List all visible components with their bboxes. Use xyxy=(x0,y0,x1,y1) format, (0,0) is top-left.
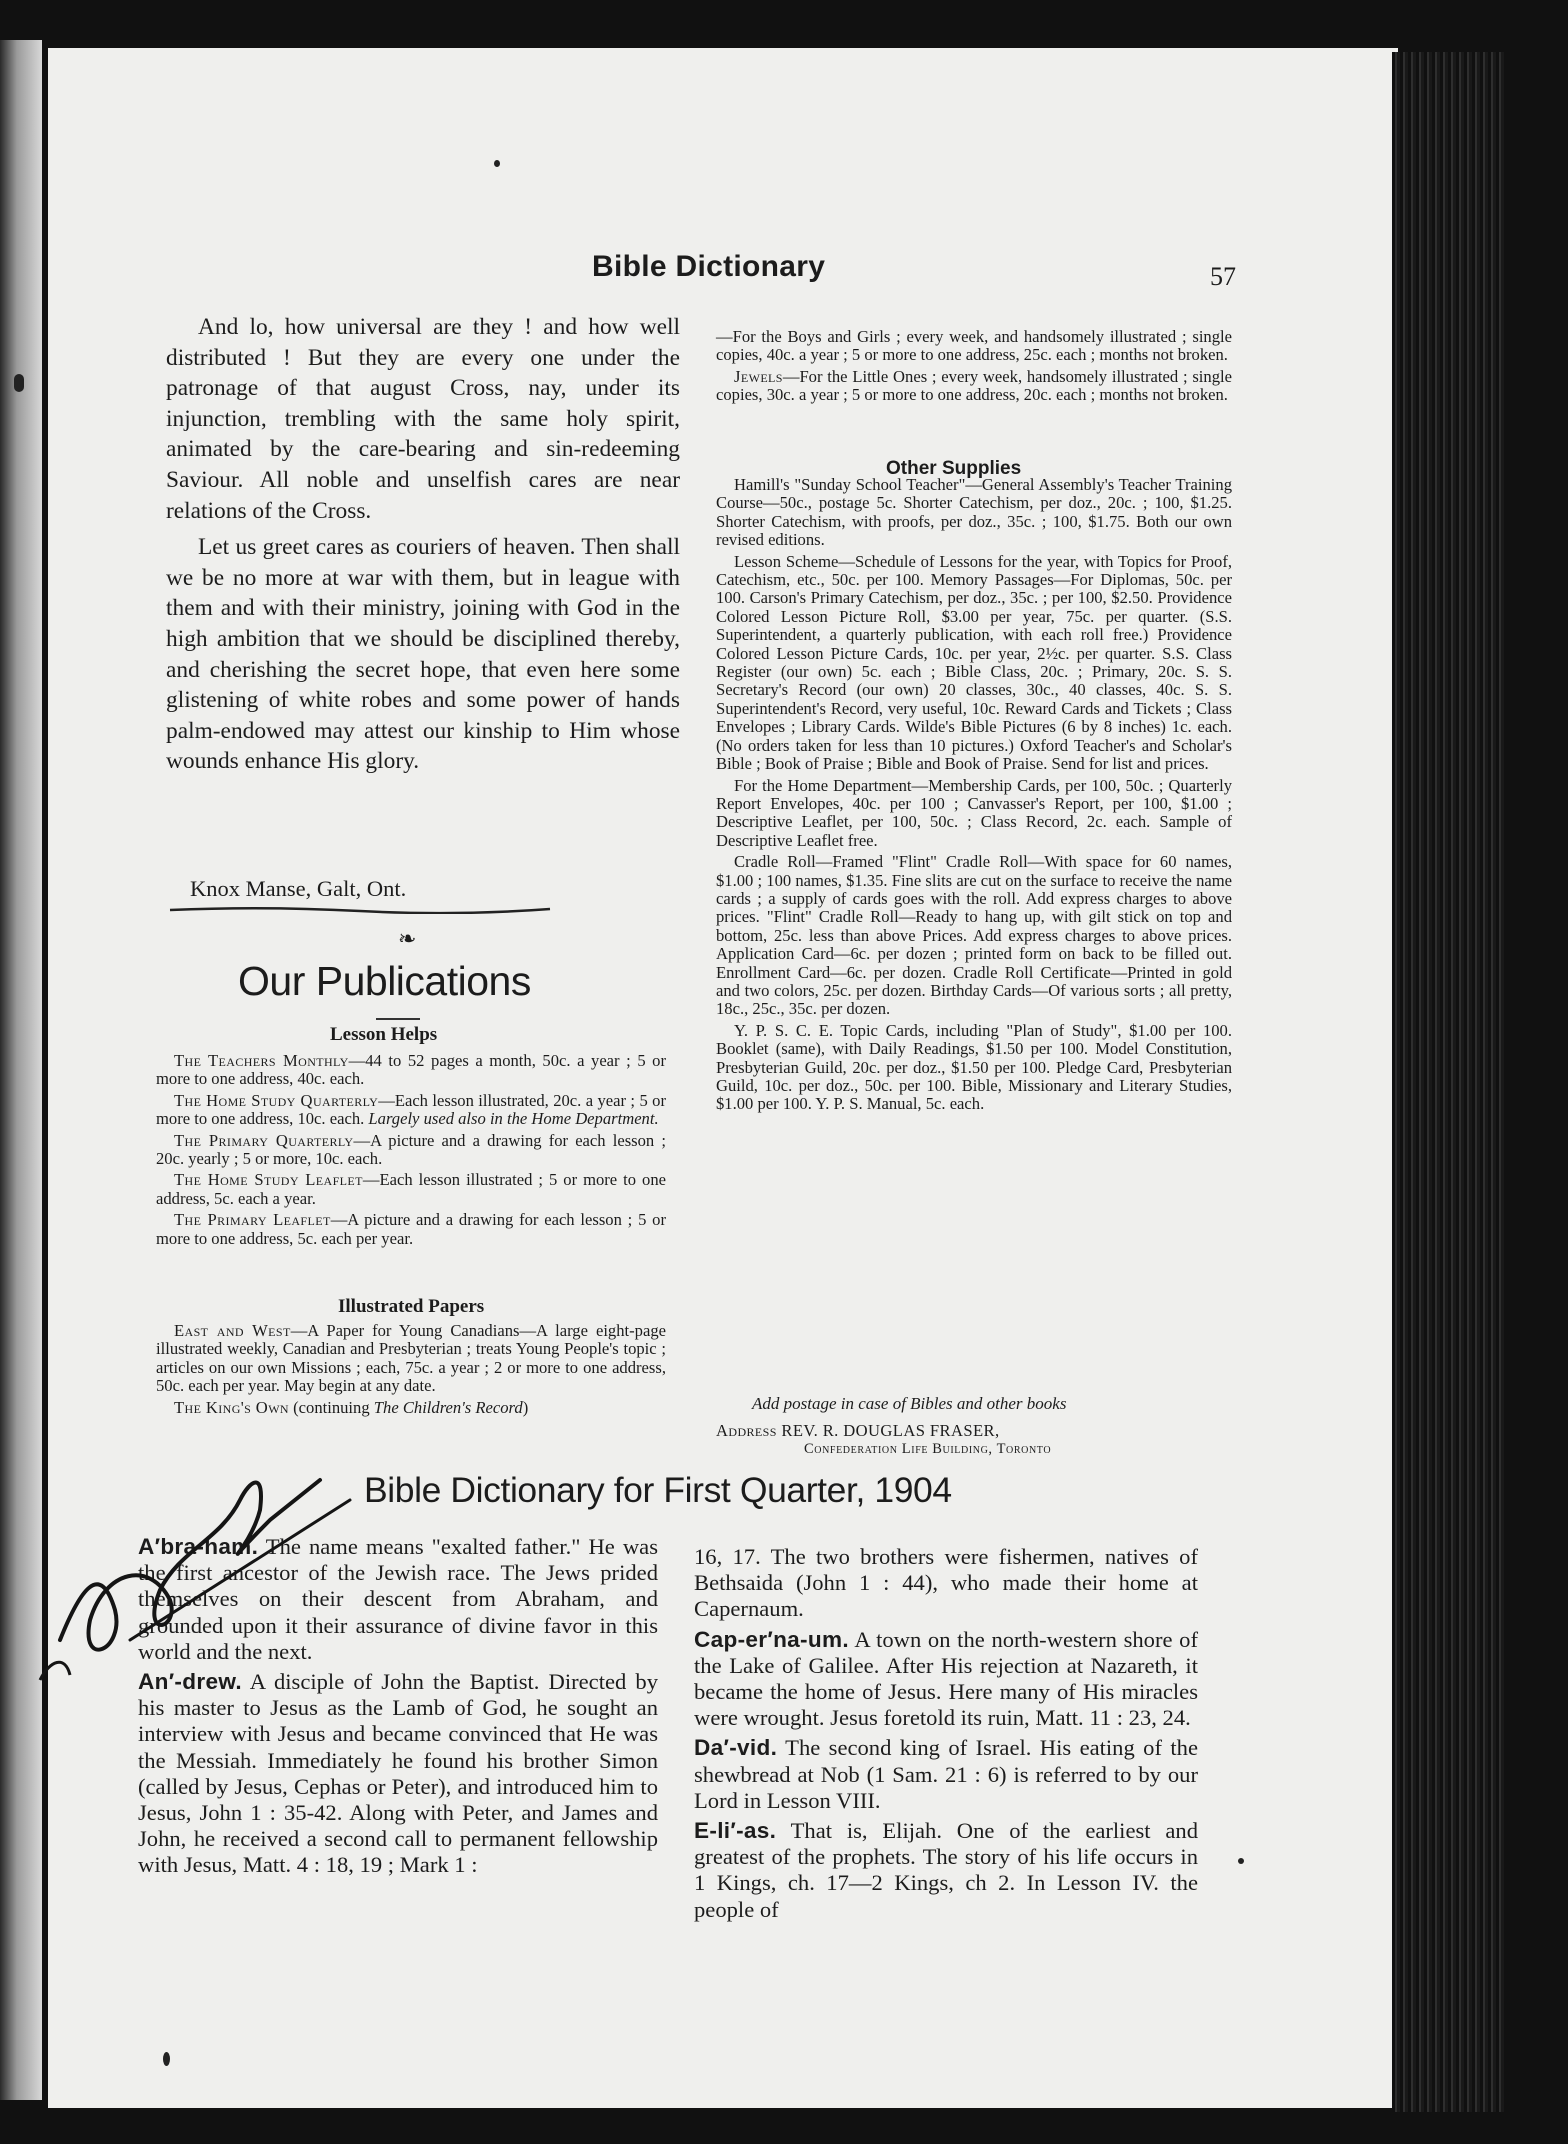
page-number: 57 xyxy=(1210,262,1236,291)
ornament-icon: ❧ xyxy=(398,926,417,951)
papers-continued xyxy=(716,328,1232,408)
heading-rule xyxy=(376,1018,420,1020)
illustrated-papers-heading: Illustrated Papers xyxy=(338,1296,485,1317)
entry-headword: A′bra-ham. xyxy=(138,1534,259,1559)
dictionary-entry: A′bra-ham. The name means "exalted father." He was the first ancestor of the Jewish race. The Jews prided themselves on their descent from Abraham, and grounded upon it their assurance of divine favor in this world and the next. xyxy=(138,1534,658,1664)
binding-hole xyxy=(14,374,24,392)
scan-speck xyxy=(1238,1858,1244,1864)
essay-paragraph: And lo, how universal are they ! and how well distributed ! But they are every one under the patronage of that august Cross, nay, under its injunction, trembling with the same holy spirit, animated by the care-bearing and sin-redeeming Saviour. All noble and unselfish cares are near relations of the Cross. xyxy=(166,314,680,524)
list-item: Jewels—For the Little Ones ; every week, handsomely illustrated ; single copies, 30c. a year ; 5 or more to one address, 20c. each ; months not broken. xyxy=(716,366,1232,405)
dictionary-title: Bible Dictionary for First Quarter, 1904 xyxy=(364,1470,952,1510)
address-line: Confederation Life Building, Toronto xyxy=(804,1441,1052,1458)
lesson-helps-list xyxy=(156,1052,666,1251)
list-item: The King's Own (continuing The Children's Record) xyxy=(174,1397,529,1417)
list-item: Lesson Scheme—Schedule of Lessons for the year, with Topics for Proof, Catechism, etc., 50c. per 100. Memory Passages—For Diplomas, 50c. per 100. Carson's Primary Catechism, per doz., 35c. ; per 100, $2.50. Providence Colored Lesson Picture Roll, $3.00 per year, 75c. per quarter. (S.S. Superintendent, a quarterly publication, with each roll free.) Providence Colored Lesson Picture Cards, 10c. per year, 2½c. per quarter. S.S. Class Register (our own) 5c. each ; Bible Class, 20c. ; Primary, 20c. S. S. Secretary's Record (our own) 20 classes, 30c., 40 classes, 40c. S. S. Superintendent's Record, very useful, 10c. Reward Cards and Tickets ; Class Envelopes ; Library Cards. Wilde's Bible Pictures (6 by 8 inches) 1c. each. (No orders taken for less than 10 pictures.) Oxford Teacher's and Scholar's Bible ; Book of Praise ; Bible and Book of Praise. Send for list and prices. xyxy=(716,551,1232,774)
publisher-address xyxy=(716,1422,1216,1459)
essay-column xyxy=(166,312,680,777)
scan-speck xyxy=(494,160,500,167)
lesson-helps-heading: Lesson Helps xyxy=(330,1024,438,1045)
list-item: Cradle Roll—Framed "Flint" Cradle Roll—With space for 60 names, $1.00 ; 100 names, $1.35. Fine slits are cut on the surface to receive the name cards ; a supply of cards goes with the roll. Add express charges to above prices. "Flint" Cradle Roll—Ready to hang up, with gilt stick on top and bottom, 25c. less than above Prices. Add express charges to above prices. Application Card—6c. per dozen ; printed form on back to be filled out. Enrollment Card—6c. per dozen. Cradle Roll Certificate—Printed in gold and two colors, 25c. per dozen. Birthday Cards—Of various sorts ; all pretty, 18c., 25c., 35c. per dozen. xyxy=(716,852,1232,1019)
list-item: The Home Study Quarterly—Each lesson illustrated, 20c. a year ; 5 or more to one address, 10c. each. Largely used also in the Home Department. xyxy=(156,1090,666,1129)
other-supplies-heading: Other Supplies xyxy=(886,458,1022,479)
entry-headword: E-li′-as. xyxy=(694,1818,777,1844)
list-item: For the Home Department—Membership Cards, per 100, 50c. ; Quarterly Report Envelopes, 40c. per 100 ; Canvasser's Report, per 100, $1.00 ; Descriptive Leaflet, per 100, 50c. ; Class Record, 2c. each. Sample of Descriptive Leaflet free. xyxy=(716,775,1232,850)
address-line: Address REV. R. DOUGLAS FRASER, xyxy=(716,1421,1000,1440)
publications-title: Our Publications xyxy=(238,958,531,1004)
facing-page-edge xyxy=(0,40,42,2100)
dictionary-entry: Cap-er′na-um. A town on the north-western shore of the Lake of Galilee. After His rejection at Nazareth, it became the home of Jesus. Here many of His miracles were wrought. Jesus foretold its ruin, Matt. 11 : 23, 24. xyxy=(694,1626,1198,1731)
dictionary-entry: E-li′-as. That is, Elijah. One of the earliest and greatest of the prophets. The story of his life occurs in 1 Kings, ch. 17—2 Kings, ch 2. In Lesson IV. the people of xyxy=(694,1818,1198,1922)
running-title: Bible Dictionary xyxy=(592,250,826,283)
list-item: The Primary Leaflet—A picture and a drawing for each lesson ; 5 or more to one address, 5c. each per year. xyxy=(156,1210,666,1248)
essay-signature: Knox Manse, Galt, Ont. xyxy=(190,876,407,901)
handwritten-scribble xyxy=(20,1440,360,1700)
book-page-edges xyxy=(1392,52,1504,2112)
signature-flourish xyxy=(168,906,552,914)
other-supplies-list xyxy=(716,476,1232,1117)
list-item: The Home Study Leaflet—Each lesson illustrated ; 5 or more to one address, 5c. each a year. xyxy=(156,1170,666,1208)
list-item: The Teachers Monthly—44 to 52 pages a month, 50c. a year ; 5 or more to one address, 40c. each. xyxy=(156,1051,666,1089)
dictionary-entry: An′-drew. A disciple of John the Baptist. Directed by his master to Jesus as the Lamb of God, he sought an interview with Jesus and became convinced that He was the Messiah. Immediately he found his brother Simon (called by Jesus, Cephas or Peter), and introduced him to Jesus, John 1 : 35-42. Along with Peter, and James and John, he received a second call to permanent fellowship with Jesus, Matt. 4 : 18, 19 ; Mark 1 : xyxy=(138,1669,658,1878)
dictionary-entry: 16, 17. The two brothers were fishermen, natives of Bethsaida (John 1 : 44), who made their home at Capernaum. xyxy=(694,1544,1198,1622)
dictionary-right-column xyxy=(694,1544,1198,1927)
list-item: The Primary Quarterly—A picture and a drawing for each lesson ; 20c. yearly ; 5 or more, 10c. each. xyxy=(156,1130,666,1169)
dictionary-entry: Da′-vid. The second king of Israel. His eating of the shewbread at Nob (1 Sam. 21 : 6) is referred to by our Lord in Lesson VIII. xyxy=(694,1735,1198,1813)
entry-headword: Cap-er′na-um. xyxy=(694,1626,849,1652)
illustrated-papers-list xyxy=(156,1322,666,1420)
list-item: East and West—A Paper for Young Canadians—A large eight-page illustrated weekly, Canadian and Presbyterian ; treats Young People's topic ; articles on our own Missions ; each, 75c. a year ; 2 or more to one address, 50c. each per year. May begin at any date. xyxy=(156,1321,666,1396)
entry-headword: Da′-vid. xyxy=(694,1735,778,1761)
list-item: Hamill's "Sunday School Teacher"—General Assembly's Teacher Training Course—50c., postage 5c. Shorter Catechism, per doz., 20c. ; 100, $1.25. Shorter Catechism, with proofs, per doz., 35c. ; 100, $1.75. Both our own revised editions. xyxy=(716,475,1232,550)
postage-note: Add postage in case of Bibles and other books xyxy=(752,1394,1067,1413)
essay-paragraph: Let us greet cares as couriers of heaven. Then shall we be no more at war with them, but in league with them and with their ministry, joining with God in the high ambition that we should be disciplined thereby, and cherishing the secret hope, that even here some glistening of white robes and some power of hands palm-endowed may attest our kinship to Him whose wounds enhance His glory. xyxy=(166,534,680,775)
list-item: Y. P. S. C. E. Topic Cards, including "Plan of Study", $1.00 per 100. Booklet (same), with Daily Readings, $1.50 per 100. Model Constitution, Presbyterian Guild, 20c. per doz., $1.50 per 100. Pledge Card, Presbyterian Guild, 10c. per doz., 50c. per 100. Bible, Missionary and Literary Studies, $1.00 per 100. Y. P. S. Manual, 5c. each. xyxy=(716,1020,1232,1114)
scan-speck xyxy=(163,2052,170,2066)
entry-headword: An′-drew. xyxy=(138,1669,242,1695)
list-item: —For the Boys and Girls ; every week, and handsomely illustrated ; single copies, 40c. a year ; 5 or more to one address, 25c. each ; months not broken. xyxy=(716,327,1232,365)
